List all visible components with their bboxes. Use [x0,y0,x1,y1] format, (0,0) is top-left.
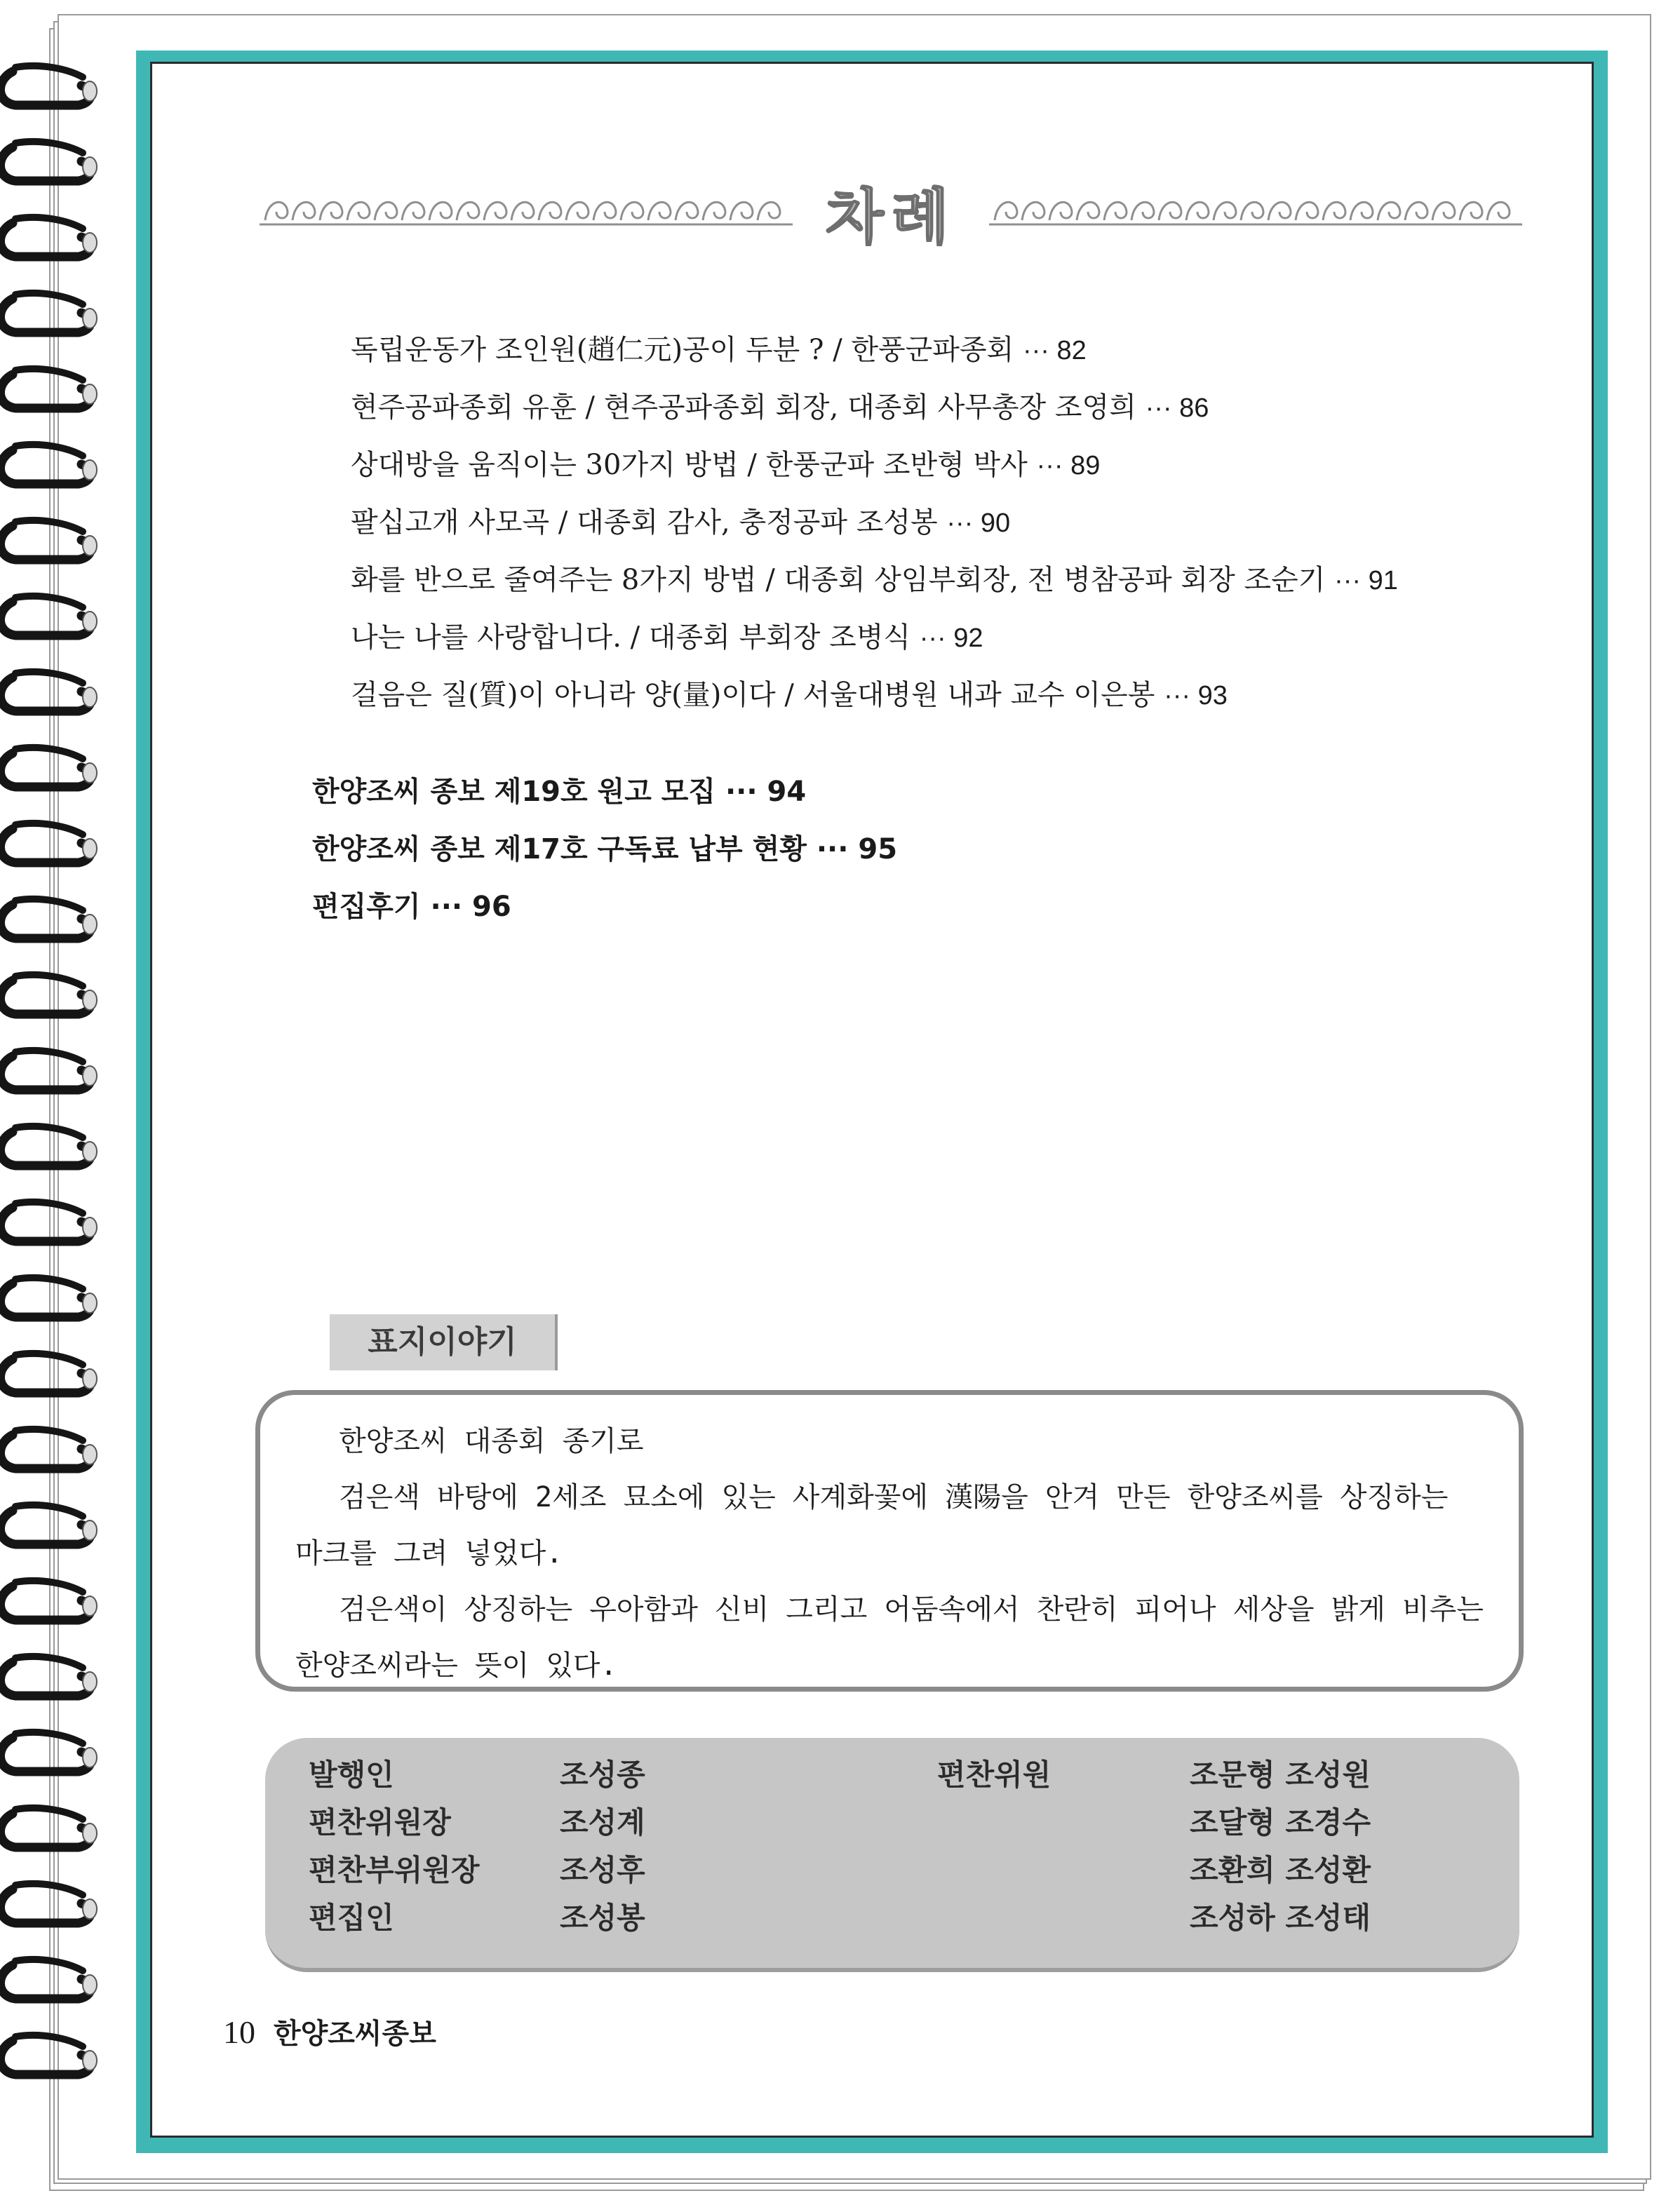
toc-item[interactable] [351,436,1543,494]
toc-item-title: 팔십고개 사모곡 / 대종회 감사, 충정공파 조성봉 [351,506,938,539]
toc-item-title: 독립운동가 조인원(趙仁元)공이 두분 ? / 한풍군파종회 [351,334,1014,366]
toc-item-title: 상대방을 움직이는 30가지 방법 / 한풍군파 조반형 박사 [351,449,1028,481]
committee-row [265,1798,1519,1847]
toc-item-page: ··· 82 [1022,336,1087,365]
toc-header [239,160,1529,258]
toc-bold-page: ··· 95 [816,833,898,865]
staff-name: 조성봉 [560,1901,645,1935]
cover-story-box [255,1390,1524,1692]
staff-role: 편찬위원장 [309,1805,451,1840]
toc-bold-list [312,763,1435,936]
page-title: 차례 [825,182,957,252]
ornament-right-icon [989,181,1522,237]
toc-item-page: ··· 91 [1334,566,1398,595]
toc-bold-item[interactable] [312,763,1435,821]
toc-item-page: ··· 90 [946,508,1011,538]
toc-item-title: 화를 반으로 줄여주는 8가지 방법 / 대종회 상임부회장, 전 병참공파 회장 조순기 [351,564,1326,596]
toc-item-page: ··· 92 [919,623,983,653]
toc-item-page: ··· 86 [1145,393,1209,423]
staff-name: 조성종 [560,1758,645,1792]
committee-names: 조성하 조성태 [1190,1901,1371,1935]
page-footer [223,2004,436,2061]
committee-names: 조달형 조경수 [1190,1805,1371,1840]
committee-row [265,1846,1519,1895]
cover-story-text [295,1413,1488,1694]
toc-item-title: 현주공파종회 유훈 / 현주공파종회 회장, 대종회 사무총장 조영희 [351,391,1136,424]
cover-story-label: 표지이야기 [330,1314,558,1370]
cover-story-heading: 한양조씨 대종회 종기로 [339,1425,644,1457]
committee-row [265,1894,1519,1943]
spiral-binding-icon [0,56,105,2132]
toc-bold-title: 편집후기 [312,891,421,923]
toc-item-page: ··· 89 [1036,451,1101,480]
ornament-left-icon [260,181,793,237]
cover-story-paragraph: 검은색이 상징하는 우아함과 신비 그리고 어둠속에서 찬란히 피어나 세상을 밝게 비추는 한양조씨라는 뜻이 있다. [295,1593,1484,1682]
committee-role: 편찬위원 [937,1758,1052,1792]
staff-role: 편찬부위원장 [309,1853,480,1887]
toc-bold-page: ··· 96 [430,891,511,923]
toc-bold-item[interactable] [312,821,1435,878]
cover-story-paragraph: 검은색 바탕에 2세조 묘소에 있는 사계화꽃에 漢陽을 안겨 만든 한양조씨를 상징하는 마크를 그려 넣었다. [295,1481,1449,1570]
toc-list [351,321,1543,724]
toc-item-page: ··· 93 [1164,681,1228,710]
committee-names: 조환희 조성환 [1190,1853,1371,1887]
toc-item-title: 나는 나를 사랑합니다. / 대종회 부회장 조병식 [351,621,911,654]
staff-name: 조성후 [560,1853,645,1887]
toc-item[interactable] [351,551,1543,609]
toc-item[interactable] [351,379,1543,436]
toc-item[interactable] [351,609,1543,666]
staff-role: 발행인 [309,1758,394,1792]
committee-row [265,1751,1519,1800]
publication-name: 한양조씨종보 [274,2018,436,2050]
page-number: 10 [223,2014,255,2050]
toc-bold-page: ··· 94 [725,776,807,808]
staff-role: 편집인 [309,1901,394,1935]
toc-bold-title: 한양조씨 종보 제19호 원고 모집 [312,776,716,808]
toc-item[interactable] [351,494,1543,551]
toc-item[interactable] [351,666,1543,724]
toc-bold-title: 한양조씨 종보 제17호 구독료 납부 현황 [312,833,807,865]
toc-item[interactable] [351,321,1543,379]
staff-name: 조성계 [560,1805,645,1840]
committee-names: 조문형 조성원 [1190,1758,1371,1792]
staff-credits-box [265,1738,1519,1972]
toc-bold-item[interactable] [312,878,1435,936]
toc-item-title: 걸음은 질(質)이 아니라 양(量)이다 / 서울대병원 내과 교수 이은봉 [351,679,1155,711]
